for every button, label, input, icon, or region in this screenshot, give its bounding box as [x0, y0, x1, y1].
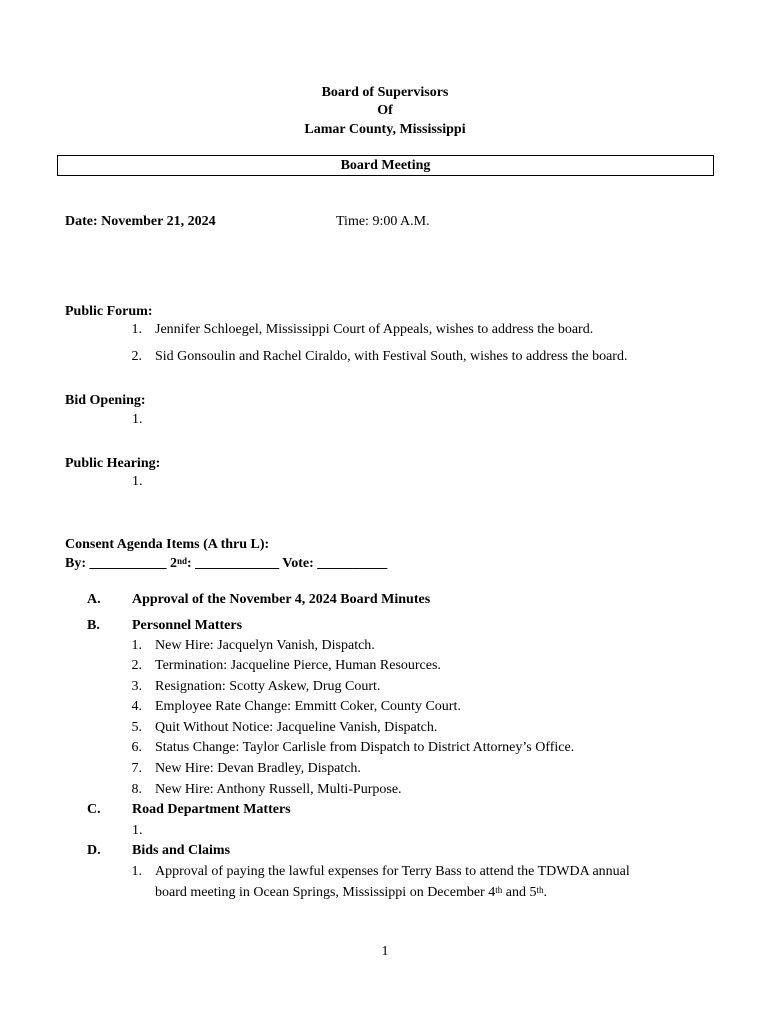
item-number: 1. — [131, 322, 142, 337]
item-number: 4. — [131, 699, 142, 714]
section-b-title: Personnel Matters — [132, 618, 243, 633]
item-number: 1. — [132, 474, 143, 489]
item-number: 3. — [131, 679, 142, 694]
item-number: 5. — [131, 720, 142, 735]
consent-agenda-heading: Consent Agenda Items (A thru L): — [65, 537, 270, 552]
meeting-date: Date: November 21, 2024 — [65, 214, 216, 229]
item-text-part: board meeting in Ocean Springs, Mississippi on December 4 — [155, 885, 496, 900]
item-number: 2. — [131, 658, 142, 673]
second-sup: nd — [177, 556, 188, 566]
ordinal-sup: th — [536, 885, 544, 895]
item-text: Jennifer Schloegel, Mississippi Court of Appeals, wishes to address the board. — [155, 322, 594, 337]
item-text-part: and 5 — [502, 885, 537, 900]
consent-vote-line — [65, 555, 387, 573]
section-c-title: Road Department Matters — [132, 802, 291, 817]
ordinal-sup: th — [495, 885, 503, 895]
item-number: 7. — [131, 761, 142, 776]
item-text: New Hire: Jacquelyn Vanish, Dispatch. — [155, 638, 375, 653]
item-number: 1. — [131, 638, 142, 653]
header-title: Board of Supervisors — [321, 85, 449, 100]
item-number: 8. — [131, 782, 142, 797]
section-d-title: Bids and Claims — [132, 843, 231, 858]
item-text: Termination: Jacqueline Pierce, Human Resources. — [155, 658, 441, 673]
meeting-type-box: Board Meeting — [57, 155, 714, 176]
section-a-letter: A. — [87, 592, 101, 607]
item-text: New Hire: Devan Bradley, Dispatch. — [155, 761, 361, 776]
public-forum-heading: Public Forum: — [65, 304, 153, 319]
item-number: 1. — [132, 823, 143, 838]
item-text: New Hire: Anthony Russell, Multi-Purpose. — [155, 782, 402, 797]
item-number: 2. — [131, 349, 142, 364]
bid-opening-heading: Bid Opening: — [65, 393, 146, 408]
item-text-continued — [155, 884, 547, 902]
public-hearing-heading: Public Hearing: — [65, 456, 161, 471]
item-text: Status Change: Taylor Carlisle from Dispatch to District Attorney’s Office. — [155, 740, 575, 755]
section-b-letter: B. — [87, 618, 100, 633]
vote-label: : ____________ Vote: __________ — [187, 556, 388, 571]
page-number: 1 — [381, 944, 389, 959]
item-number: 1. — [132, 412, 143, 427]
item-text: Sid Gonsoulin and Rachel Ciraldo, with Festival South, wishes to address the board. — [155, 349, 628, 364]
item-text: Employee Rate Change: Emmitt Coker, County Court. — [155, 699, 461, 714]
item-text: Resignation: Scotty Askew, Drug Court. — [155, 679, 381, 694]
by-label: By: ___________ 2 — [65, 556, 177, 571]
item-number: 6. — [131, 740, 142, 755]
header-county: Lamar County, Mississippi — [304, 122, 466, 137]
item-text: Approval of paying the lawful expenses for Terry Bass to attend the TDWDA annual — [155, 864, 630, 879]
item-number: 1. — [131, 864, 142, 879]
item-text-part: . — [543, 885, 547, 900]
section-d-letter: D. — [87, 843, 101, 858]
item-text: Quit Without Notice: Jacqueline Vanish, Dispatch. — [155, 720, 438, 735]
section-a-title: Approval of the November 4, 2024 Board Minutes — [132, 592, 431, 607]
meeting-time: Time: 9:00 A.M. — [336, 214, 430, 229]
header-of: Of — [377, 103, 393, 118]
section-c-letter: C. — [87, 802, 101, 817]
